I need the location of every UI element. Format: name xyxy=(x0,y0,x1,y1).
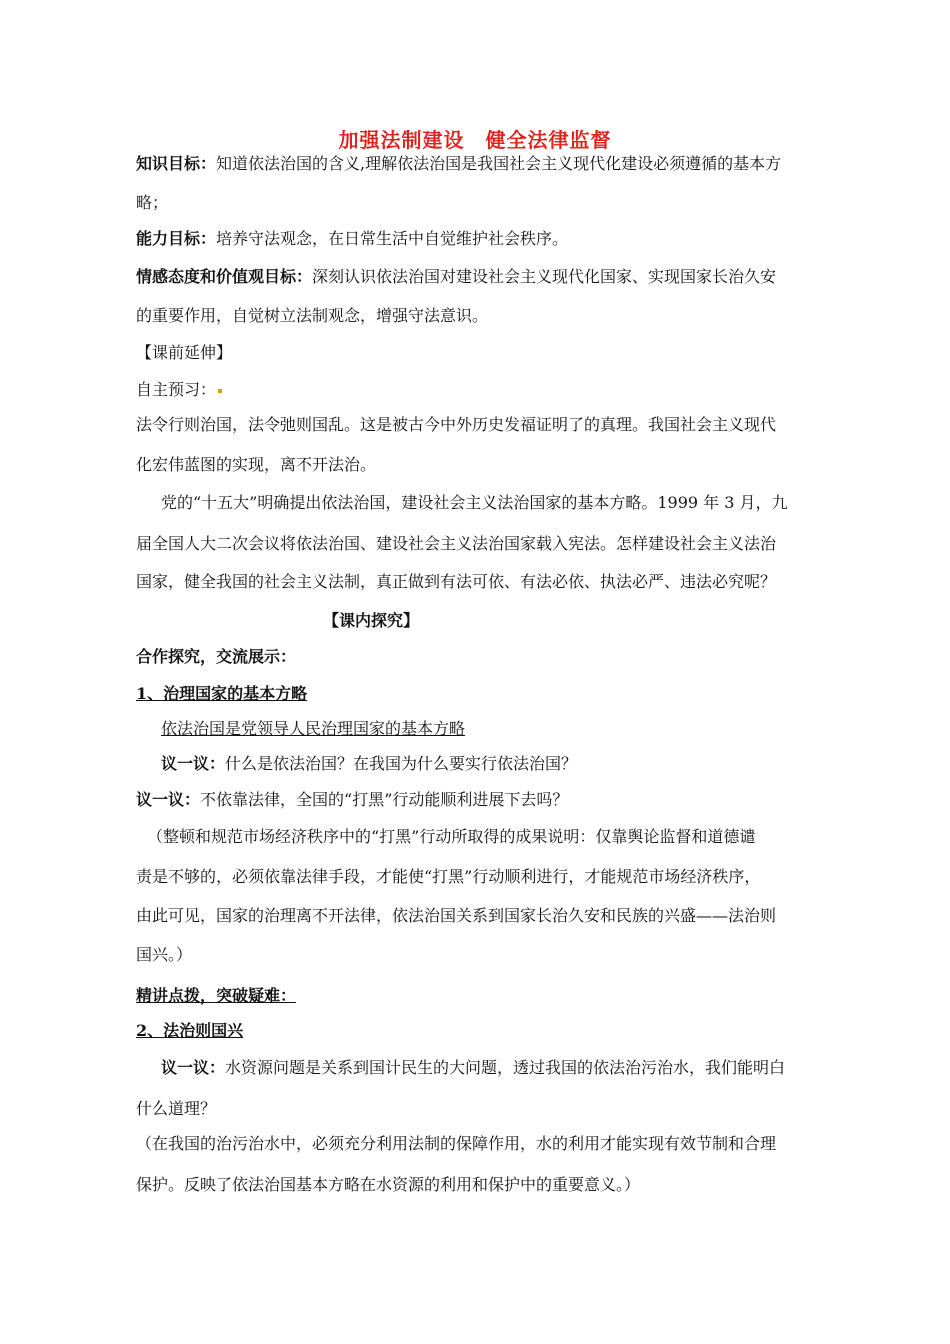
ability-goal-label: 能力目标： xyxy=(136,229,217,248)
emotion-goal-text: 深刻认识依法治国对建设社会主义现代化国家、实现国家长治久安 xyxy=(312,267,777,286)
preclass-p1-l1: 法令行则治国，法令弛则国乱。这是被古今中外历史发福证明了的真理。我国社会主义现代 xyxy=(136,415,777,434)
ability-goal xyxy=(136,228,568,250)
discussion-1 xyxy=(161,753,577,775)
marker-dot xyxy=(218,389,222,393)
discussion-3-cont: 什么道理？ xyxy=(136,1099,217,1118)
preclass-p2-l2: 届全国人大二次会议将依法治国、建设社会主义法治国家载入宪法。怎样建设社会主义法治 xyxy=(136,534,777,553)
document-title: 加强法制建设 健全法律监督 xyxy=(338,128,612,152)
preclass-p2-l1: 党的“十五大”明确提出依法治国，建设社会主义法治国家的基本方略。1999 年 3 月，九 xyxy=(161,493,788,512)
section1-title: 1、治理国家的基本方略 xyxy=(136,684,308,703)
ability-goal-text: 培养守法观念，在日常生活中自觉维护社会秩序。 xyxy=(216,229,569,248)
discussion-3-text: 水资源问题是关系到国计民生的大问题，透过我国的依法治污治水，我们能明白 xyxy=(225,1058,786,1077)
section2-title: 2、法治则国兴 xyxy=(136,1021,244,1040)
preclass-heading: 【课前延伸】 xyxy=(136,343,233,362)
answer-3-l1: （在我国的治污治水中，必须充分利用法制的保障作用，水的利用才能实现有效节制和合理 xyxy=(136,1134,777,1153)
inclass-heading: 【课内探究】 xyxy=(323,611,420,630)
answer-2-l2: 责是不够的，必须依靠法律手段，才能使“打黑”行动顺利进行，才能规范市场经济秩序， xyxy=(136,867,761,886)
emotion-goal xyxy=(136,266,776,288)
answer-2-l4: 国兴。） xyxy=(136,945,193,964)
preclass-p1-l2: 化宏伟蓝图的实现，离不开法治。 xyxy=(136,455,377,474)
discussion-3 xyxy=(161,1057,785,1079)
answer-2-l3: 由此可见，国家的治理离不开法律，依法治国关系到国家长治久安和民族的兴盛——法治则 xyxy=(136,906,777,925)
discussion-1-label: 议一议： xyxy=(161,754,226,773)
knowledge-goal-label: 知识目标： xyxy=(136,154,217,173)
answer-2-l1: （整顿和规范市场经济秩序中的“打黑”行动所取得的成果说明：仅靠舆论监督和道德谴 xyxy=(147,827,756,846)
emotion-goal-label: 情感态度和价值观目标： xyxy=(136,267,313,286)
discussion-2-label: 议一议： xyxy=(136,790,201,809)
coop-heading: 合作探究，交流展示： xyxy=(136,647,297,666)
knowledge-goal-text: 知道依法治国的含义,理解依法治国是我国社会主义现代化建设必须遵循的基本方 xyxy=(216,154,782,173)
discussion-3-label: 议一议： xyxy=(161,1058,226,1077)
self-study xyxy=(136,379,222,401)
answer-3-l2: 保护。反映了依法治国基本方略在水资源的利用和保护中的重要意义。） xyxy=(136,1175,641,1194)
discussion-2-text: 不依靠法律，全国的“打黑”行动能顺利进展下去吗？ xyxy=(200,790,569,809)
knowledge-goal-cont: 略； xyxy=(136,193,169,212)
explain-heading: 精讲点拨，突破疑难： xyxy=(136,986,297,1005)
preclass-p2-l3: 国家，健全我国的社会主义法制，真正做到有法可依、有法必依、执法必严、违法必究呢？ xyxy=(136,572,777,591)
emotion-goal-cont: 的重要作用，自觉树立法制观念，增强守法意识。 xyxy=(136,306,489,325)
discussion-1-text: 什么是依法治国？在我国为什么要实行依法治国？ xyxy=(225,754,578,773)
self-study-label: 自主预习： xyxy=(136,380,217,399)
knowledge-goal xyxy=(136,153,781,175)
section1-subtitle: 依法治国是党领导人民治理国家的基本方略 xyxy=(161,719,466,738)
discussion-2 xyxy=(136,789,568,811)
